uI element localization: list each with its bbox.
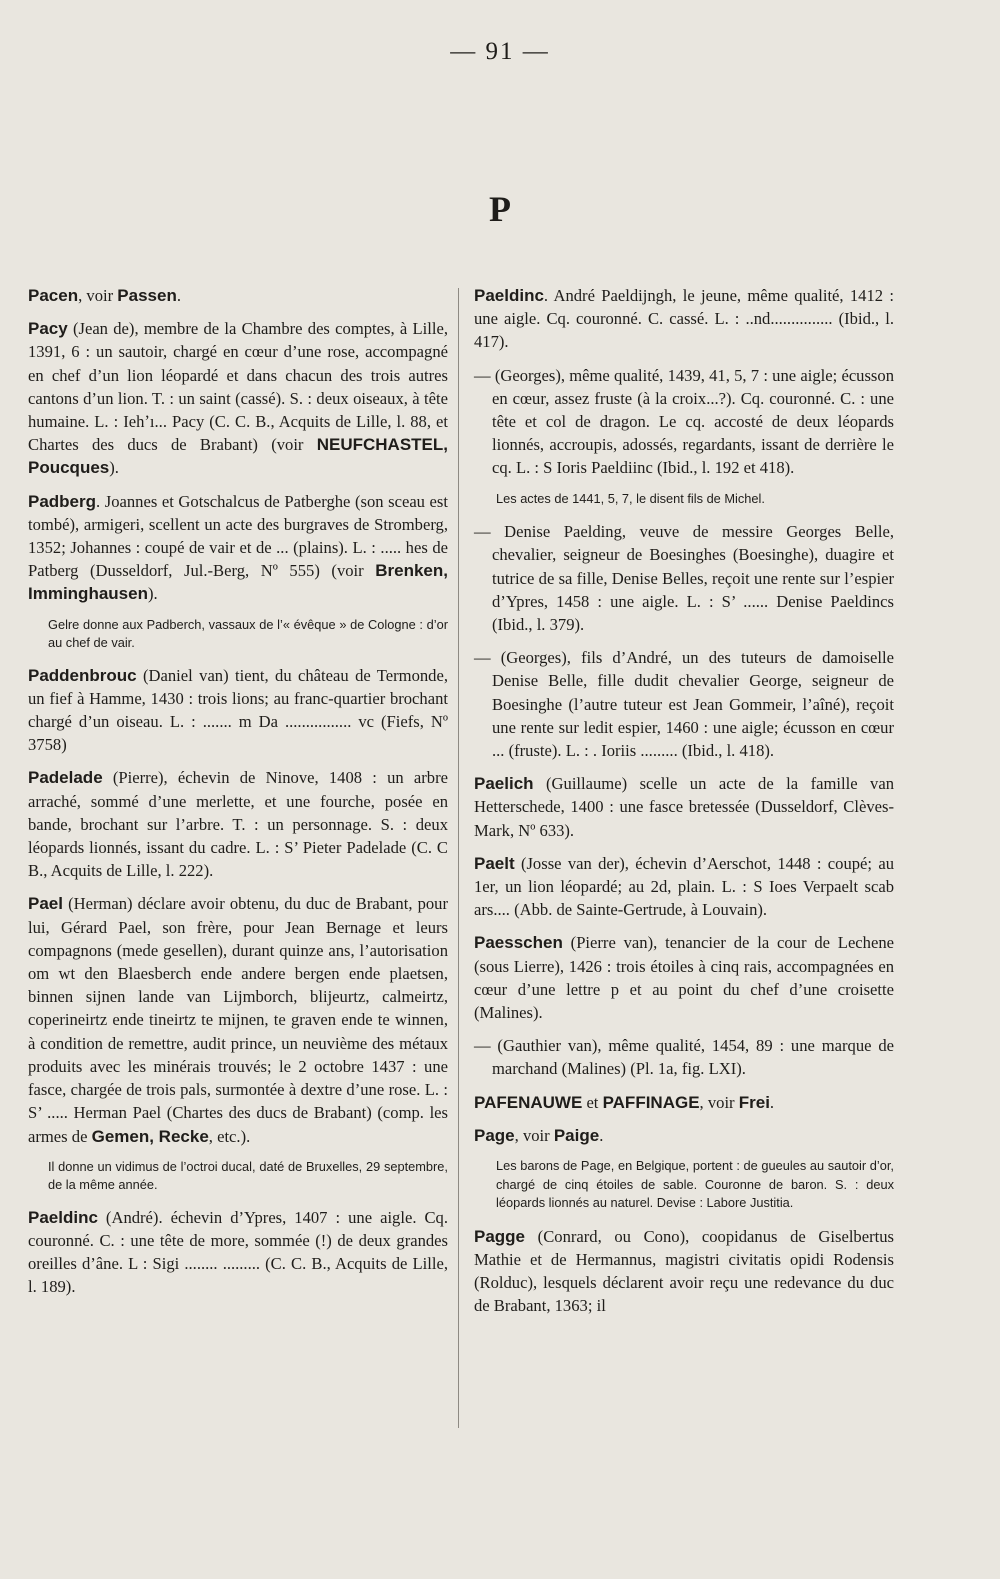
entry-headword: Pael — [28, 894, 63, 914]
section-letter: P — [489, 189, 511, 229]
entry-text: . André Paeldijngh, le jeune, même qualité, 1412 : une aigle. Cq. couronné. C. cassé. L. : ..nd............... (Ibid., l. 417). — [474, 286, 894, 352]
entry-text: . Joannes et Gotschalcus de Patberghe (son sceau est tombé), armigeri, scellent un acte des burgraves de Stromberg, 1352; Johannes : coupé de vair et de ... (plains). L. : ..... hes de Patberg (Dusseldorf, Jul.-Berg, Nº 555) (voir — [28, 491, 448, 581]
entry — [28, 766, 448, 882]
entry-text: (Guillaume) scelle un acte de la famille van Hetterschede, 1400 : une fasce bretessée (Dusseldorf, Clèves-Mark, Nº 633). — [474, 774, 894, 840]
entry — [28, 490, 448, 606]
entry-headword: Pagge — [474, 1226, 526, 1246]
entry-text: (Conrard, ou Cono), coopidanus de Giselbertus Mathie et de Hermannus, magistri civitatis opidi Rodensis (Rolduc), lesquels déclarent avoir reçu une redevance du duc de Brabant, 1363; il — [474, 1226, 894, 1316]
entry-cross-reference: Gemen, Recke — [91, 1126, 209, 1146]
entry-text: — (Georges), même qualité, 1439, 41, 5, 7 : une aigle; écusson en cœur, assez fruste (à la croix...?). Cq. couronné. C. : une tête et col de dragon. Le cq. accosté de deux léopards lionnés, accroupis, adossés, regardants, issant de derrière le cq. L. : S Ioris Paeldiinc (Ibid., l. 192 et 418). — [474, 365, 894, 478]
entry-cross-reference: NEUFCHASTEL, Poucques — [28, 435, 448, 478]
entry-headword: Page — [474, 1125, 515, 1145]
entry — [474, 1034, 894, 1080]
entry — [474, 931, 894, 1024]
entry-cross-reference: Paige — [553, 1125, 600, 1145]
entry-note: Les actes de 1441, 5, 7, le disent fils de Michel. — [496, 490, 765, 506]
entry-cross-reference: PAFFINAGE — [602, 1092, 700, 1112]
entry — [474, 364, 894, 480]
entry-text: — Denise Paelding, veuve de messire Georges Belle, chevalier, seigneur de Boesinghes (Boesinghe), duagire et tutrice de sa fille, Denise Belles, reçoit une rente sur l’espier d’Ypres, 1458 : une aigle. L. : S’ ...... Denise Paeldincs (Ibid., l. 379). — [474, 522, 894, 635]
entry-headword: Paeldinc — [28, 1207, 98, 1227]
entry-headword: Padelade — [28, 768, 103, 788]
entry-note: Les barons de Page, en Belgique, portent : de gueules au sautoir d’or, chargé de cinq étoiles de sable. Couronne de baron. S. : deux léopards lionnés au naturel. Devise : Labore Justitia. — [496, 1158, 894, 1211]
entry — [474, 772, 894, 842]
entry-cross-reference: Brenken, Imminghausen — [28, 561, 448, 604]
entry-headword: PAFENAUWE — [474, 1092, 583, 1112]
entry-headword: Pacy — [28, 319, 68, 339]
entry — [28, 892, 448, 1147]
left-column — [28, 284, 448, 1309]
entry-headword: Paelich — [474, 774, 534, 794]
entry-note: Gelre donne aux Padberch, vassaux de l’« évêque » de Cologne : d’or au chef de vair. — [48, 616, 448, 650]
entry — [474, 520, 894, 636]
entry — [28, 284, 448, 307]
entry-headword: Padberg — [28, 491, 97, 511]
entry — [474, 1091, 894, 1114]
entry-text: (Daniel van) tient, du château de Termonde, un fief à Hamme, 1430 : trois lions; au franc-quartier brochant chargé d’un oiseau. L. : ....... m Da ................ vc (Fiefs, Nº 3758) — [28, 665, 448, 755]
entry — [474, 852, 894, 922]
entry-text: (Herman) déclare avoir obtenu, du duc de Brabant, pour lui, Gérard Pael, son frère, pour Jean Bernage et leurs compagnons (mede gesellen), durant quinze ans, l’autorisation om wt den Blaesberch ende andere bergen ende plaetsen, binnen sijnen lande van Lijmborch, blijeurtz, calmeirtz, coperineirtz ende tineirtz te mijnen, te graven ende te winnen, à condition de remettre, audit prince, un neuvième des métaux produits avec les minérais trouvés; le 2 octobre 1437 : une fasce, chargée de trois pals, surmontée à dextre d’une rose. L. : S’ ..... Herman Pael (Chartes des ducs de Brabant) (comp. les armes de — [28, 894, 448, 1146]
entry-text: — (Gauthier van), même qualité, 1454, 89 : une marque de marchand (Malines) (Pl. 1a, fig. LXI). — [474, 1036, 894, 1079]
column-divider — [458, 288, 459, 1428]
entry-cross-reference: Frei — [738, 1092, 770, 1112]
entry — [28, 317, 448, 479]
entry — [474, 1225, 894, 1318]
entry — [474, 646, 894, 762]
right-column — [474, 284, 894, 1328]
entry-text: (Jean de), membre de la Chambre des comptes, à Lille, 1391, 6 : un sautoir, chargé en cœur d’une rose, accompagné en chef d’un lion léopardé et dans chacun des trois autres cantons d’un lion. T. : un saint (cassé). S. : deux oiseaux, à tête humaine. L. : Iehʼı... Pacy (C. C. B., Acquits de Lille, l. 88, et Chartes des ducs de Brabant) (voir — [28, 319, 448, 455]
entry-text: ). — [147, 584, 158, 604]
entry-text: . — [176, 286, 181, 305]
entry-text: , voir — [699, 1092, 739, 1112]
entry-text: , voir — [78, 286, 118, 305]
entry-cross-reference: Passen — [117, 286, 177, 305]
entry-text: , etc.). — [208, 1126, 251, 1146]
page-number: — 91 — — [450, 38, 550, 65]
entry-headword: Paesschen — [474, 933, 563, 953]
entry — [28, 1206, 448, 1299]
entry-text: — (Georges), fils d’André, un des tuteurs de damoiselle Denise Belle, fille dudit chevalier George, seigneur de Boesinghe (l’autre tuteur est Jean Gommeir, l’aîné), reçoit une rente sur ledit espier, 1460 : une aigle; écusson en cœur ... (fruste). L. : . Ioriis ......... (Ibid., l. 418). — [474, 648, 894, 761]
entry-text: (Josse van der), échevin d’Aerschot, 1448 : coupé; au 1er, un lion léopardé; au 2d, plain. L. : S Ioes Verpaelt scab ars.... (Abb. de Sainte-Gertrude, à Louvain). — [474, 853, 894, 920]
entry-text: (André). échevin d’Ypres, 1407 : une aigle. Cq. couronné. C. : une tête de more, sommée (!) de deux grandes oreilles d’âne. L : Sigi ........ ......... (C. C. B., Acquits de Lille, l. 189). — [28, 1207, 448, 1297]
entry-text: . — [599, 1125, 604, 1145]
entry-headword: Paeldinc — [474, 286, 544, 305]
entry-headword: Pacen — [28, 286, 79, 305]
entry-note: Il donne un vidimus de l’octroi ducal, daté de Bruxelles, 29 septembre, de la même année. — [48, 1158, 448, 1192]
entry-text: ). — [109, 458, 119, 478]
entry-text: et — [582, 1092, 603, 1112]
entry-headword: Paddenbrouc — [28, 665, 137, 685]
entry — [28, 664, 448, 757]
entry-text: (Pierre van), tenancier de la cour de Lechene (sous Lierre), 1426 : trois étoiles à cinq rais, accompagnées en cœur d’une lettre p et au point du chef d’une croisette (Malines). — [474, 933, 894, 1023]
entry-text: (Pierre), échevin de Ninove, 1408 : un arbre arraché, sommé d’une merlette, et une fourche, posée en bande, brochant sur l’arbre. T. : un personnage. S. : deux léopards lionnés, issant du cadre. L. : S’ Pieter Padelade (C. C B., Acquits de Lille, l. 222). — [28, 768, 448, 881]
entry — [474, 1124, 894, 1147]
entry-text: . — [769, 1092, 775, 1112]
entry — [474, 284, 894, 354]
entry-headword: Paelt — [474, 853, 515, 873]
entry-text: , voir — [514, 1125, 554, 1145]
